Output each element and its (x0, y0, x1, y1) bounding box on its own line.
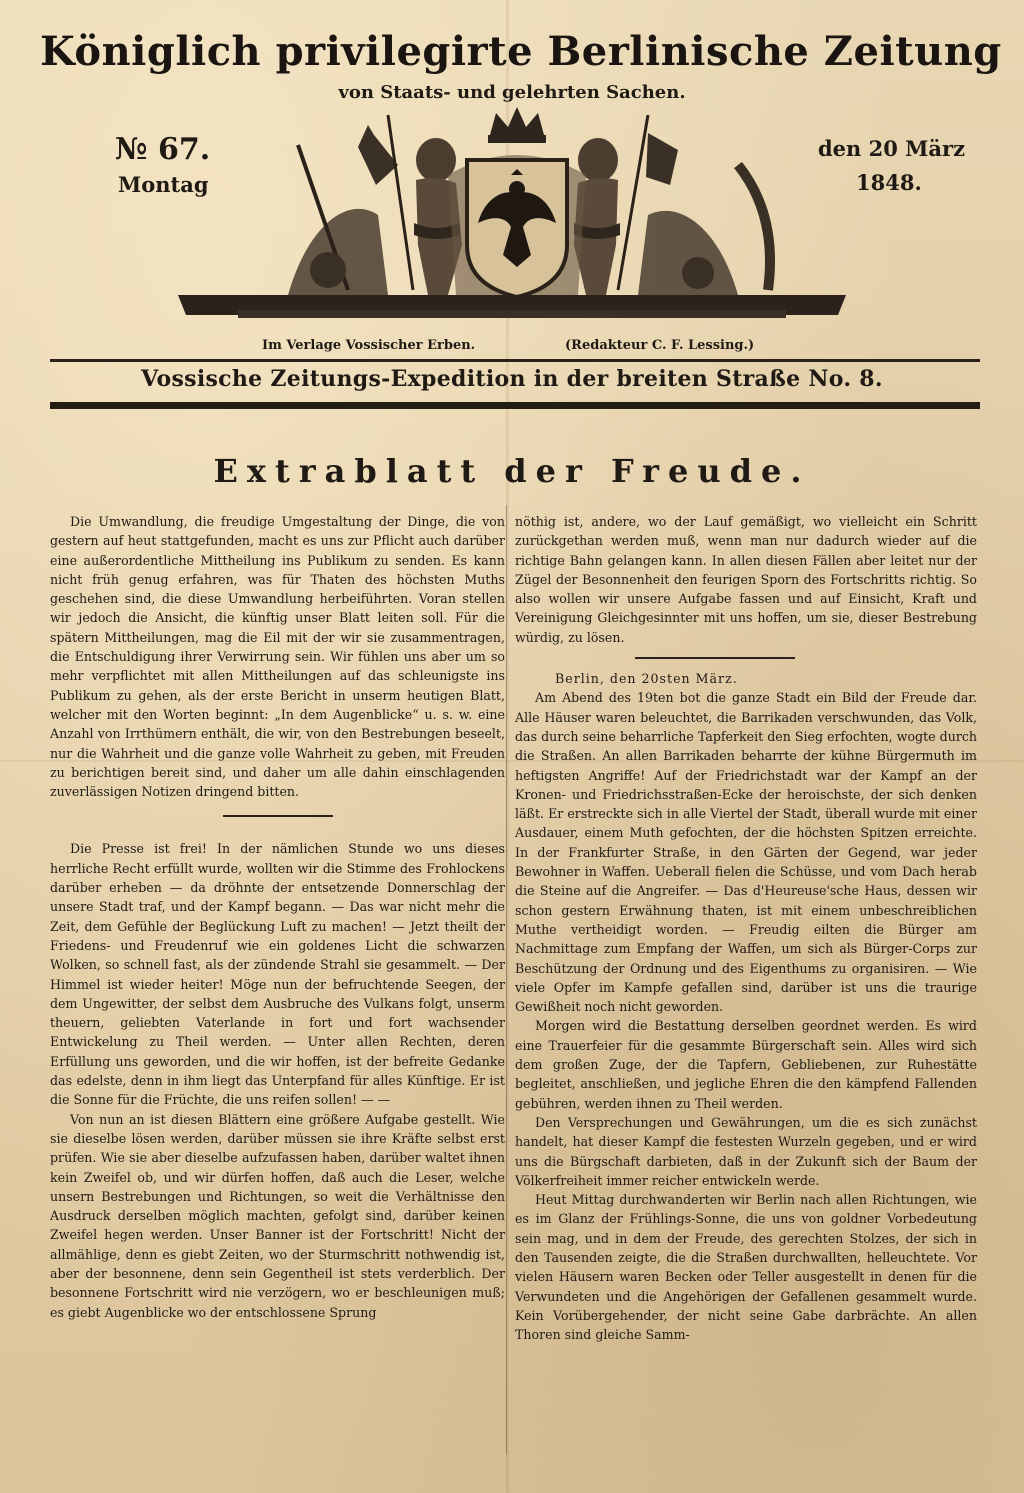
right-paragraph-5: Heut Mittag durchwanderten wir Berlin nach allen Richtungen, wie es im Glanz der Frühlings-Sonne, die uns von goldner Vorbedeutung sein mag, und in dem der Freude, des gerechten Stolzes, der sich in den Tausenden zeigte, die die Straßen durchwallten, helleuchtete. Vor vielen Häusern waren Becken oder Teller ausgestellt in denen für die Verwundeten und die Angehörigen der Gefallenen gesammelt wurde. Kein Vorübergehender, der nicht seine Gabe darbrächte. An allen Thoren sind gleiche Samm- (515, 1192, 977, 1343)
headline: Extrablatt der Freude. (213, 452, 811, 490)
masthead-title: Königlich privilegirte Berlinische Zeitung (40, 28, 1002, 75)
issue-date: den 20 März (818, 136, 965, 161)
expedition-line: Vossische Zeitungs-Expedition in der breiten Straße No. 8. (141, 366, 883, 392)
section-separator (223, 815, 333, 817)
right-paragraph-4: Den Versprechungen und Gewährungen, um die es sich zunächst handelt, hat dieser Kampf die festesten Wurzeln gegeben, und er wird uns die Bürgschaft darbieten, daß in der Zukunft sich der Baum der Völkerfreiheit immer reicher entwickeln werde. (515, 1114, 977, 1188)
prussian-coat-of-arms-icon (178, 105, 846, 340)
left-column (50, 512, 505, 1322)
masthead-subtitle: von Staats- und gelehrten Sachen. (338, 82, 686, 103)
right-column (515, 512, 977, 1344)
issue-year: 1848. (856, 170, 922, 195)
left-paragraph-3: Von nun an ist diesen Blättern eine größere Aufgabe gestellt. Wie sie dieselbe lösen werden, darüber müssen sie ihre Kräfte selbst erst prüfen. Wie sie aber dieselbe aufzufassen haben, darüber waltet ihnen kein Zweifel ob, und wir dürfen hoffen, daß auch die Leser, welche unsern Bestrebungen und Richtungen, so weit die Verhältnisse den Ausdruck derselben möglich machten, gefolgt sind, darüber keinen Zweifel hegen werden. Unser Banner ist der Fortschritt! Nicht der allmählige, denn es giebt Zeiten, wo der Sturmschritt nothwendig ist, aber der besonnene, denn sein Gegentheil ist stets verderblich. Der besonnene Fortschritt wird nie verzögern, wo er beschleunigen muß; es giebt Augenblicke wo der entschlossene Sprung (50, 1111, 505, 1320)
weekday: Montag (118, 172, 209, 197)
publisher-line: Im Verlage Vossischer Erben. (262, 338, 476, 353)
rule-upper (50, 359, 980, 362)
right-paragraph-3: Morgen wird die Bestattung derselben geordnet werden. Es wird eine Trauerfeier für die gesammte Bürgerschaft sein. Alles wird sich dem großen Zuge, der die Tapfern, Gebliebenen, zur Ruhestätte begleitet, anschließen, und jegliche Ehren die den kämpfend Fallenden gebühren, werden ihnen zu Theil werden. (515, 1018, 977, 1111)
right-paragraph-1: nöthig ist, andere, wo der Lauf gemäßigt, wo vielleicht ein Schritt zurückgethan werden muß, wenn man nur dadurch wieder auf die richtige Bahn gelangen kann. In allen diesen Fällen aber leitet nur der Zügel der Besonnenheit den feurigen Sporn des Fortschritts richtig. So also wollen wir unsere Aufgabe fassen und auf Einsicht, Kraft und Vereinigung Gleichgesinnter mit uns hoffen, um sie, dieser Bestrebung würdig, zu lösen. (515, 514, 977, 645)
left-paragraph-2: Die Presse ist frei! In der nämlichen Stunde wo uns dieses herrliche Recht erfüllt wurde, wollten wir die Stimme des Frohlockens darüber erheben — da dröhnte der entsetzende Donnerschlag der unsere Stadt traf, und der Kampf begann. — Das war nicht mehr die Zeit, dem Gefühle der Beglückung Luft zu machen! — Jetzt theilt der Friedens- und Freudenruf wie ein goldenes Licht die schwarzen Wolken, so schnell fast, als der zündende Strahl sie gesammelt. — Der Himmel ist wieder heiter! Möge nun der befruchtende Seegen, der dem Ungewitter, der selbst dem Ausbruche des Vulkans folgt, unserm theuern, geliebten Vaterlande in fort und fort wachsender Entwickelung zu Theil werden. — Unter allen Rechten, deren Erfüllung uns geworden, und die wir hoffen, ist der befreite Gedanke das edelste, denn in ihm liegt das Unterpfand für alles Künftige. Er ist die Sonne für die Früchte, die uns reifen sollen! — — (50, 841, 505, 1108)
rule-lower (50, 402, 980, 409)
issue-number: № 67. (115, 132, 211, 167)
section-separator (635, 657, 795, 659)
editor-line: (Redakteur C. F. Lessing.) (565, 338, 755, 353)
right-paragraph-2: Am Abend des 19ten bot die ganze Stadt ein Bild der Freude dar. Alle Häuser waren beleuchtet, die Barrikaden verschwunden, das Volk, das durch seine beharrliche Tapferkeit den Sieg erfochten, wogte durch die Straßen. An allen Barrikaden beharrte der kühne Bürgermuth im heftigsten Angriffe! Auf der Friedrichstadt war der Kampf an der Kronen- und Friedrichsstraßen-Ecke der heroischste, der sich denken läßt. Er erstreckte sich in alle Viertel der Stadt, überall wurde mit einer Ausdauer, einem Muth gefochten, der die höchsten Spitzen erreichte. In der Frankfurter Straße, in den Gärten der Gegend, war jeder Bewohner in Waffen. Ueberall fielen die Schüsse, und vom Dach herab die Steine auf die Angreifer. — Das d'Heureuse'sche Haus, dessen wir schon gestern Erwähnung thaten, ist mit einem unbeschreiblichen Muthe vertheidigt worden. — Freudig eilten die Bürger am Nachmittage zum Empfang der Waffen, um sich als Bürger-Corps zur Beschützung der Ordnung und des Eigenthums zu organisiren. — Wie viele Opfer im Kampfe gefallen sind, darüber ist uns die traurige Gewißheit noch nicht geworden. (515, 690, 977, 1015)
left-paragraph-1: Die Umwandlung, die freudige Umgestaltung der Dinge, die von gestern auf heut stattgefunden, macht es uns zur Pflicht auch darüber eine außerordentliche Mittheilung ins Publikum zu senden. Es kann nicht früh genug erfahren, was für Thaten des höchsten Muths geschehen sind, die diese Umwandlung herbeiführten. Voran stellen wir jedoch die Ansicht, die künftig unser Blatt leiten soll. Für die spätern Mittheilungen, mag die Eil mit der wir sie zusammentragen, die Entschuldigung ihrer Verwirrung sein. Wir fühlen uns aber um so mehr verpflichtet mit allen Mittheilungen auf das schleunigste ins Publikum zu gehen, als der erste Bericht in unserm heutigen Blatt, welcher mit den Worten beginnt: „In dem Augenblicke“ u. s. w. eine Anzahl von Irrthümern enthält, die wir, von den Bestrebungen beseelt, nur die Wahrheit und die ganze volle Wahrheit zu geben, mit Freuden zu berichtigen bereit sind, und daher um alle dahin einschlagenden zuverlässigen Notizen dringend bitten. (50, 514, 505, 800)
column-divider (506, 505, 507, 1455)
dateline: Berlin, den 20sten März. (555, 671, 738, 687)
